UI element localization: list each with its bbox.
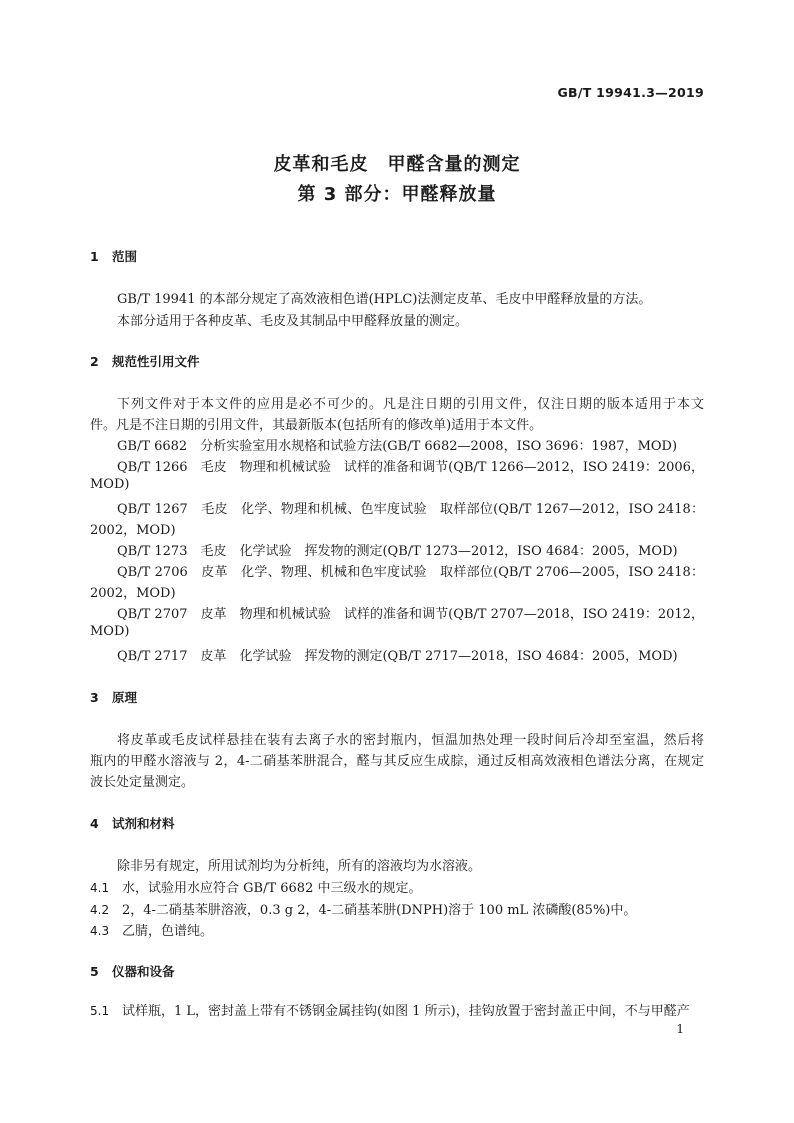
section-number: 3	[90, 690, 99, 705]
document-title-line1: 皮革和毛皮 甲醛含量的测定	[273, 154, 521, 175]
section-number: 2	[90, 354, 99, 369]
section-title: 原理	[112, 690, 138, 705]
section-number: 1	[90, 249, 99, 264]
reference-entry: QB/T 1273 毛皮 化学试验 挥发物的测定(QB/T 1273—2012，ISO 4684：2005，MOD)	[117, 544, 678, 559]
clause-text: 2，4-二硝基苯肼溶液，0.3 g 2，4-二硝基苯肼(DNPH)溶于 100 mL 浓磷酸(85%)中。	[122, 903, 637, 918]
paragraph: 本部分适用于各种皮革、毛皮及其制品中甲醛释放量的测定。	[117, 314, 469, 329]
section-number: 5	[90, 964, 99, 979]
clause-text: 试样瓶，1 L，密封盖上带有不锈钢金属挂钩(如图 1 所示)，挂钩放置于密封盖正中间，不与甲醛产	[122, 1004, 690, 1019]
section-title: 仪器和设备	[112, 964, 175, 979]
reference-entry: QB/T 1266 毛皮 物理和机械试验 试样的准备和调节(QB/T 1266—2012，ISO 2419：2006，	[117, 460, 704, 475]
reference-entry: QB/T 2706 皮革 化学、物理、机械和色牢度试验 取样部位(QB/T 2706—2005，ISO 2418：	[117, 565, 704, 580]
reference-entry-cont: 2002，MOD)	[90, 523, 176, 538]
section-title: 规范性引用文件	[112, 354, 200, 369]
clause-number: 4.1	[90, 881, 110, 895]
reference-entry: QB/T 2707 皮革 物理和机械试验 试样的准备和调节(QB/T 2707—2018，ISO 2419：2012，	[117, 607, 704, 622]
paragraph: GB/T 19941 的本部分规定了高效液相色谱(HPLC)法测定皮革、毛皮中甲醛释放量的方法。	[117, 292, 652, 307]
clause-number: 4.3	[90, 924, 110, 938]
reference-entry: QB/T 1267 毛皮 化学、物理和机械、色牢度试验 取样部位(QB/T 1267—2012，ISO 2418：	[117, 502, 704, 517]
section-heading-scope	[90, 247, 137, 265]
paragraph: 除非另有规定，所用试剂均为分析纯，所有的溶液均为水溶液。	[117, 859, 482, 874]
section-title: 试剂和材料	[112, 816, 175, 831]
clause-5-1	[90, 1000, 704, 1019]
document-title-line2: 第 3 部分：甲醛释放量	[297, 184, 497, 205]
section-heading-apparatus	[90, 962, 175, 980]
paragraph-line: 件。凡是不注日期的引用文件，其最新版本(包括所有的修改单)适用于本文件。	[90, 418, 543, 433]
reference-entry: GB/T 6682 分析实验室用水规格和试验方法(GB/T 6682—2008，ISO 3696：1987，MOD)	[117, 439, 678, 454]
paragraph-line: 将皮革或毛皮试样悬挂在装有去离子水的密封瓶内，恒温加热处理一段时间后冷却至室温，然后将	[117, 733, 704, 748]
reference-entry-cont: 2002，MOD)	[90, 586, 176, 601]
paragraph-line: 波长处定量测定。	[90, 775, 195, 790]
paragraph-line: 下列文件对于本文件的应用是必不可少的。凡是注日期的引用文件，仅注日期的版本适用于本文	[117, 397, 704, 412]
paragraph-line: 瓶内的甲醛水溶液与 2，4-二硝基苯肼混合，醛与其反应生成腙，通过反相高效液相色谱法分离，在规定	[90, 754, 704, 769]
clause-text: 水，试验用水应符合 GB/T 6682 中三级水的规定。	[122, 881, 422, 896]
section-heading-principle	[90, 688, 137, 706]
clause-number: 5.1	[90, 1004, 110, 1018]
section-heading-normative-references	[90, 352, 200, 370]
reference-entry-cont: MOD)	[90, 624, 130, 639]
clause-text: 乙腈，色谱纯。	[122, 924, 214, 939]
reference-entry: QB/T 2717 皮革 化学试验 挥发物的测定(QB/T 2717—2018，ISO 4684：2005，MOD)	[117, 649, 678, 664]
clause-4-3	[90, 920, 213, 939]
section-title: 范围	[112, 249, 138, 264]
clause-4-1	[90, 877, 421, 896]
section-heading-reagents	[90, 814, 175, 832]
reference-entry-cont: MOD)	[90, 477, 130, 492]
page-number: 1	[676, 1022, 684, 1036]
standard-number: GB/T 19941.3—2019	[557, 85, 704, 100]
section-number: 4	[90, 816, 99, 831]
clause-number: 4.2	[90, 903, 110, 917]
clause-4-2	[90, 899, 636, 918]
